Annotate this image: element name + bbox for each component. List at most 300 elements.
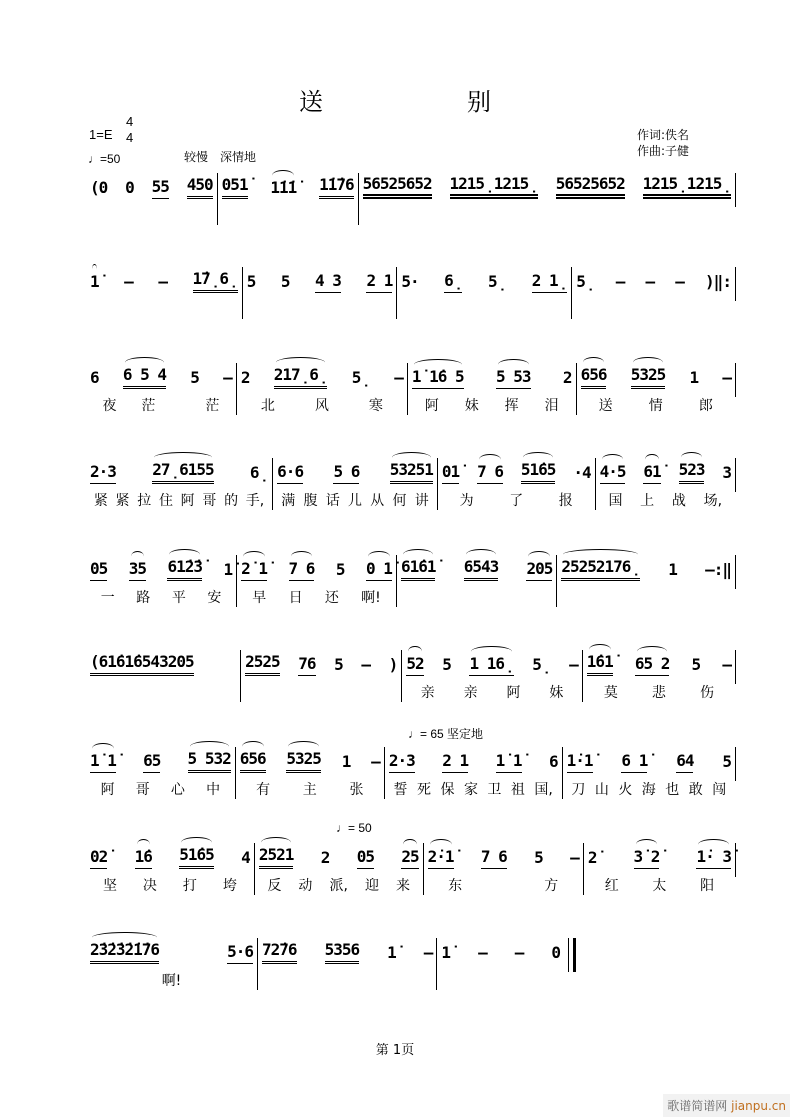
lyric-row [389, 779, 558, 799]
note-group: 450 [187, 175, 213, 199]
measure [236, 363, 407, 415]
note-group: –:‖ [705, 560, 732, 579]
note-group: 5 [246, 272, 256, 291]
note-group: 56525652 [556, 174, 625, 199]
measure [571, 267, 735, 319]
note-group: 1̇ [90, 272, 99, 291]
note-group: 0 1̇ [366, 559, 392, 581]
note-row [241, 555, 392, 581]
measure [396, 267, 571, 319]
line-end-bar [735, 650, 736, 684]
note-group: 1215̣1215̣ [450, 174, 538, 199]
note-group: 1̇ [223, 560, 233, 579]
note-group: 27̣6155 [152, 460, 213, 484]
lyric: 送 [598, 398, 613, 414]
note-group: – [570, 848, 579, 867]
note-group: 5̣ [576, 272, 595, 291]
note-group: 205 [526, 559, 552, 581]
lyric: 风 [314, 398, 329, 414]
note-group: – [514, 943, 524, 962]
line-end-bar [735, 267, 736, 301]
lyric: 悲 [651, 685, 666, 701]
note-group: 65 [143, 751, 160, 773]
note-group: 051̇ [222, 175, 248, 199]
note-group: 5 [691, 655, 701, 674]
note-group: – [645, 272, 655, 291]
lyric: 阳 [700, 878, 715, 894]
score-line [86, 173, 736, 213]
lyric-row [259, 875, 419, 895]
lyric-row [90, 299, 238, 319]
note-group: 5̣ [351, 368, 370, 387]
note-group: 5̣ [487, 272, 507, 291]
score-line [86, 747, 736, 798]
measure [358, 173, 735, 225]
measure [86, 363, 236, 415]
watermark-cn: 歌谱简谱网 [667, 1099, 728, 1113]
note-group: 1̇ 1̇ [90, 751, 116, 773]
measure [436, 938, 564, 990]
note-group: 61̇61̇ [401, 557, 436, 581]
score-line [86, 650, 736, 701]
note-row [587, 650, 731, 676]
lyric: 红 [604, 878, 619, 894]
note-row [581, 363, 731, 389]
lyric-row [90, 587, 232, 607]
note-group: 3 [722, 463, 732, 482]
note-group: 2525 [245, 652, 280, 676]
note-group: 2̇3̇2̇3̇2̇1̇76 [90, 940, 159, 964]
note-group: 5 [190, 368, 199, 387]
lyric-row [222, 205, 354, 225]
note-group: 2 [240, 368, 250, 387]
score-line [86, 938, 576, 989]
lyric: 路 [136, 590, 151, 606]
lyric: 主 [302, 782, 317, 798]
lyric-row [245, 682, 397, 702]
lyric: 海 [641, 782, 656, 798]
lyric-row [247, 299, 393, 319]
lyric: 安 [207, 590, 222, 606]
score-line [86, 267, 736, 307]
note-group: 1̇ [387, 943, 396, 962]
note-row [90, 747, 231, 773]
lyric: 郎 [698, 398, 713, 414]
lyric-row [241, 395, 403, 415]
lyric: 话 [325, 493, 340, 509]
note-group: 01̇ [442, 462, 459, 484]
lyric: 妹 [464, 398, 479, 414]
note-group: 1215̣1215̣ [643, 174, 731, 199]
line-end-bar [735, 458, 736, 492]
note-group: 2 1̣ [532, 271, 568, 293]
lyric: 为 [459, 493, 474, 509]
note-group: – [124, 272, 133, 291]
score-line [86, 843, 736, 894]
lyric-row [567, 779, 731, 799]
note-group: ) [388, 655, 398, 674]
note-group: – [223, 368, 232, 387]
note-group: 5325 [286, 749, 321, 773]
note-group: 5 53 [496, 367, 531, 389]
note-group: 1̇7̣6̣ [193, 269, 238, 293]
note-row [277, 458, 433, 484]
lyric: 泪 [544, 398, 559, 414]
note-group: 6 5 4 [123, 365, 166, 389]
lyric: 亲 [463, 685, 478, 701]
lyric: 打 [182, 878, 197, 894]
note-row [442, 458, 591, 484]
lyric-row [406, 682, 577, 702]
lyric-row [412, 395, 572, 415]
note-row [90, 938, 253, 964]
lyric: 有 [256, 782, 271, 798]
measure [576, 363, 735, 415]
note-group: 2 [562, 368, 572, 387]
measure [86, 458, 272, 510]
note-group: (0 [90, 178, 108, 197]
lyric: 夜 [102, 398, 117, 414]
note-group: 2 1 [366, 271, 392, 293]
note-group: 6543 [464, 557, 499, 581]
note-group: 5325 [631, 365, 666, 389]
measure [272, 458, 437, 510]
note-group: 5356 [325, 940, 360, 964]
lyric-row [90, 970, 253, 990]
lyric-row [581, 395, 731, 415]
note-group: 5·6 [227, 942, 253, 964]
measure [583, 843, 735, 895]
lyric: 保 [440, 782, 455, 798]
note-row [406, 650, 577, 676]
note-group: 1̇1̇1̇ [270, 178, 297, 197]
composer: 作曲:子健 [637, 144, 690, 158]
note-group: 5̣ [532, 655, 551, 674]
lyric: 国, [534, 782, 553, 798]
score-line [86, 555, 736, 606]
note-group: 56525652 [363, 174, 432, 199]
note-row [389, 747, 558, 773]
measure [86, 843, 254, 895]
lyric-row [428, 875, 579, 895]
note-row [222, 173, 354, 199]
note-group: 1̇ [441, 943, 451, 962]
lyric: 的 [224, 493, 239, 509]
key-signature: 1=E [89, 127, 113, 142]
lyric: 死 [417, 782, 432, 798]
note-group: 2̇ 1̇ [241, 559, 267, 581]
lyric: 情 [648, 398, 663, 414]
note-group: 7 6 [477, 462, 503, 484]
lyric-row [262, 970, 432, 990]
song-title: 送 别 [299, 88, 551, 116]
lyric: 了 [509, 493, 524, 509]
lyric [501, 875, 505, 895]
lyric: 哥 [135, 782, 150, 798]
watermark [663, 1094, 790, 1117]
note-group: 6 1̇ [621, 751, 647, 773]
note-row [567, 747, 731, 773]
measure [401, 650, 581, 702]
note-group: 4 3 [315, 271, 341, 293]
note-row [90, 458, 268, 484]
note-group: 72̇76 [262, 940, 297, 964]
note-group: – [569, 655, 578, 674]
note-group: 3̇ 2̇ [634, 847, 660, 869]
lyric: 日 [288, 590, 303, 606]
note-group: 61̇ [643, 462, 660, 484]
note-group: 25252176̣ [561, 557, 640, 581]
note-group: 1̇61̇ [587, 652, 613, 676]
lyric: 阿 [100, 782, 115, 798]
tempo-change-50: ♩= 50 [336, 821, 372, 835]
note-group: 1̇·1̇ [567, 751, 593, 773]
lyric: 何 [392, 493, 407, 509]
note-row [588, 843, 731, 869]
lyric: 动 [298, 878, 313, 894]
lyric: 还 [324, 590, 339, 606]
score-line [86, 458, 736, 509]
lyric-row [363, 205, 731, 225]
measure [595, 458, 735, 510]
note-group: 0 [125, 178, 134, 197]
lyric: 啊! [161, 973, 182, 989]
lyric-row [576, 299, 731, 319]
note-group: – [478, 943, 487, 962]
note-group: 5 532 [188, 749, 231, 773]
note-row [240, 747, 380, 773]
note-group: 2·3 [389, 751, 415, 773]
lyric: 阿 [424, 398, 439, 414]
note-group: 51̇65 [521, 460, 556, 484]
note-group: 2̇·1̇ [428, 847, 454, 869]
lyricist: 作词:佚名 [637, 128, 690, 142]
note-group: 05 [357, 847, 374, 869]
expression-mark: 较慢 深情地 [184, 150, 257, 164]
lyric: 卫 [487, 782, 502, 798]
lyric: 茫 [141, 398, 156, 414]
note-group: 5 [534, 848, 543, 867]
note-row [561, 555, 731, 581]
lyric-row [241, 587, 392, 607]
note-group: 64 [676, 751, 693, 773]
note-group: 1̇ 1̇6 5 [412, 367, 464, 389]
lyric: 张 [349, 782, 364, 798]
measure [562, 747, 735, 799]
lyric: 山 [594, 782, 609, 798]
note-group: 0 [551, 943, 561, 962]
lyric-row [441, 970, 560, 990]
measure [86, 555, 236, 607]
lyric: 刀 [571, 782, 586, 798]
lyric: 垮 [222, 878, 237, 894]
note-row [401, 555, 552, 581]
note-row [247, 267, 393, 293]
lyric: 从 [370, 493, 385, 509]
lyric: 誓 [393, 782, 408, 798]
measure [240, 650, 401, 702]
lyric: 太 [652, 878, 667, 894]
lyric: 亲 [420, 685, 435, 701]
time-signature [126, 114, 133, 146]
lyric-row [600, 490, 731, 510]
note-group: (61̇61̇6543205 [90, 652, 194, 676]
lyric: 拉 [137, 493, 152, 509]
lyric: 来 [396, 878, 411, 894]
lyric: 敢 [688, 782, 703, 798]
lyric: 心 [170, 782, 185, 798]
measure [236, 555, 396, 607]
page-number: 第 1页 [375, 1043, 415, 1058]
note-row [90, 555, 232, 581]
measure [423, 843, 583, 895]
lyric: 哥 [202, 493, 217, 509]
measure [217, 173, 358, 225]
note-group: 52 [406, 654, 423, 676]
lyric: 阿 [180, 493, 195, 509]
note-row [90, 173, 213, 199]
note-row [90, 650, 236, 676]
lyric: 早 [252, 590, 267, 606]
lyric-row [90, 490, 268, 510]
lyric: 火 [618, 782, 633, 798]
lyric: 莫 [603, 685, 618, 701]
lyric-row [90, 875, 250, 895]
lyric: 满 [281, 493, 296, 509]
lyric: 中 [206, 782, 221, 798]
measure [582, 650, 735, 702]
note-row [600, 458, 731, 484]
note-group: 217̣6̣ [274, 365, 328, 389]
note-group: 6̣ [444, 271, 462, 293]
lyric: 报 [558, 493, 573, 509]
note-group: 5 [280, 272, 290, 291]
note-group: 5 [334, 655, 343, 674]
lyric: 反 [267, 878, 282, 894]
line-end-bar [735, 747, 736, 781]
lyric [178, 395, 182, 415]
note-row [262, 938, 432, 964]
measure [86, 938, 257, 990]
note-group: 7 6 [481, 847, 507, 869]
note-group: 5 6 [333, 462, 359, 484]
note-group: 5· [401, 272, 419, 291]
lyric-row [401, 299, 567, 319]
measure [407, 363, 576, 415]
note-group: 02̇ [90, 847, 107, 869]
note-group: ·4 [573, 463, 591, 482]
measure [242, 267, 397, 319]
note-group: 6 [548, 752, 558, 771]
lyric: 战 [671, 493, 686, 509]
note-group: – [722, 368, 731, 387]
line-end-bar [735, 555, 736, 589]
lyric: 紧 [93, 493, 108, 509]
note-group: 05 [90, 559, 107, 581]
lyric: 迎 [364, 878, 379, 894]
line-end-bar [735, 843, 736, 877]
measure [396, 555, 556, 607]
lyric-row [90, 205, 213, 225]
lyric: 派, [329, 878, 348, 894]
note-group: 6̣ [249, 463, 269, 482]
lyric-row [90, 395, 232, 415]
note-row [363, 173, 731, 199]
lyric: 啊! [361, 590, 381, 606]
note-row [441, 938, 560, 964]
lyric: 手, [245, 493, 265, 509]
lyric-row [588, 875, 731, 895]
note-group: 25 [401, 847, 418, 869]
lyric: 儿 [347, 493, 362, 509]
lyric: 闯 [712, 782, 727, 798]
note-group: 5 [335, 560, 345, 579]
lyric: 阿 [506, 685, 521, 701]
note-group: 656 [240, 749, 266, 773]
lyric: 茫 [205, 398, 220, 414]
lyric-row [401, 587, 552, 607]
note-group: 1 [341, 752, 351, 771]
note-group: 523 [679, 460, 705, 484]
lyric-row [442, 490, 591, 510]
credits [637, 127, 689, 159]
time-sig-bottom: 4 [126, 130, 134, 145]
lyric: 平 [171, 590, 186, 606]
score-line [86, 363, 736, 414]
note-row [90, 843, 250, 869]
note-group: 2 1 [442, 751, 468, 773]
note-group: )‖: [705, 272, 731, 291]
lyric-row [587, 682, 731, 702]
note-group: 61̇2̇3̇ [167, 557, 202, 581]
lyric: 祖 [510, 782, 525, 798]
note-row [90, 363, 232, 389]
note-group: 2 [320, 848, 330, 867]
lyric: 北 [260, 398, 275, 414]
lyric: 挥 [504, 398, 519, 414]
lyric: 方 [544, 878, 559, 894]
measure [86, 173, 217, 225]
note-group: 4 [241, 848, 250, 867]
note-row [576, 267, 731, 293]
note-group: 1̇· 3̇ [696, 847, 731, 869]
line-end-bar [735, 363, 736, 397]
note-group: 1 [689, 368, 699, 387]
measure [86, 747, 235, 799]
lyric: 坚 [102, 878, 117, 894]
note-group: 6 [90, 368, 99, 387]
measure [384, 747, 562, 799]
note-group: 55 [152, 177, 169, 199]
note-group: 7 6 [289, 559, 315, 581]
measure [235, 747, 384, 799]
lyric-row [240, 779, 380, 799]
measure [437, 458, 595, 510]
lyric: 妹 [549, 685, 564, 701]
measure [86, 650, 240, 702]
note-group: – [394, 368, 403, 387]
note-group: 1̇6 [135, 847, 152, 869]
tempo-mark: ♩=50 [88, 152, 121, 166]
note-group: – [722, 655, 731, 674]
note-group: – [675, 272, 684, 291]
note-group: 1̇ 1̇ [496, 751, 522, 773]
lyric: 腹 [303, 493, 318, 509]
note-group: 1̇1̇76 [319, 175, 354, 199]
note-group: 2̇ [587, 848, 597, 867]
lyric: 讲 [414, 493, 429, 509]
lyric: 国 [608, 493, 623, 509]
